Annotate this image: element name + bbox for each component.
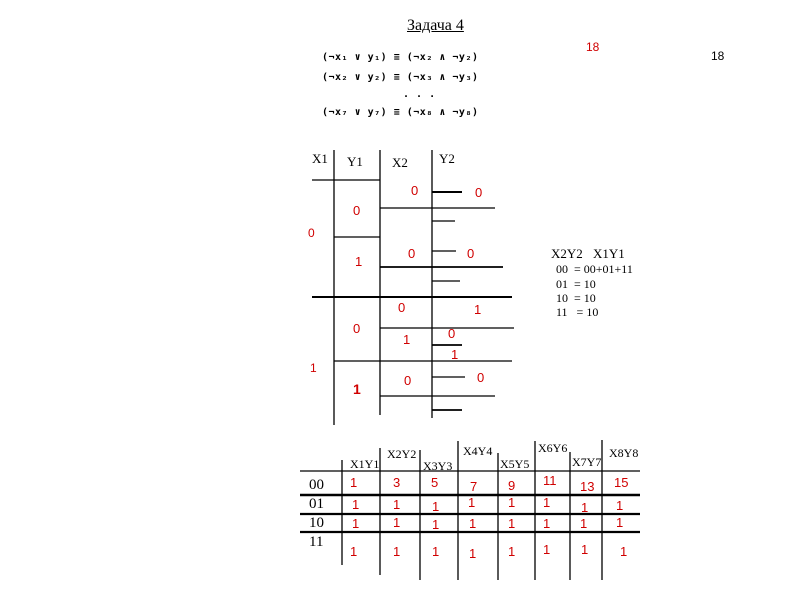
mapping-header-right: X1Y1	[593, 246, 625, 261]
table-col-header: X2Y2	[387, 447, 417, 461]
tree-x2-value: 0	[404, 373, 412, 388]
tree-x2-value: 0	[408, 246, 416, 261]
table-cell: 1	[469, 546, 477, 561]
mapping-header-left: X2Y2	[551, 246, 583, 261]
equation-2: (¬x₂ ∨ y₂) ≡ (¬x₃ ∧ ¬y₃)	[322, 72, 479, 83]
table-cell: 1	[432, 517, 440, 532]
table-cell: 1	[393, 544, 401, 559]
table-cell: 1	[432, 544, 440, 559]
table-cell: 1	[350, 544, 358, 559]
table-col-header: X7Y7	[572, 455, 602, 469]
tree-x2-value: 0	[398, 300, 406, 315]
equation-last: (¬x₇ ∨ y₇) ≡ (¬x₈ ∧ ¬y₈)	[322, 107, 479, 118]
mapping-row: 11 = 10	[556, 305, 599, 319]
table-cell: 1	[469, 516, 477, 531]
table-row-label: 10	[309, 515, 324, 531]
table-cell: 1	[508, 516, 516, 531]
tree-y1-value: 1	[355, 254, 363, 269]
equation-1: (¬x₁ ∨ y₁) ≡ (¬x₂ ∧ ¬y₂)	[322, 52, 479, 63]
tree-header-y1: Y1	[347, 154, 363, 169]
table-cell: 1	[508, 495, 516, 510]
tree-y2-value: 0	[448, 326, 456, 341]
table-col-header: X3Y3	[423, 459, 453, 473]
mapping-row: 01 = 10	[556, 277, 596, 291]
tree-header-x1: X1	[312, 151, 328, 166]
table-cell: 1	[616, 515, 624, 530]
table-cell: 1	[393, 515, 401, 530]
table-cell: 1	[543, 516, 551, 531]
tree-x2-value: 1	[403, 332, 411, 347]
table-cell: 1	[352, 497, 360, 512]
tree-x1-value: 0	[308, 226, 315, 240]
table-col-header: X1Y1	[350, 457, 380, 471]
tree-y1-value: 0	[353, 203, 361, 218]
tree-y1-value: 0	[353, 321, 361, 336]
table-cell: 1	[350, 475, 358, 490]
table-cell: 1	[543, 542, 551, 557]
table-row-label: 11	[309, 534, 324, 550]
table-cell: 11	[543, 473, 557, 488]
table-cell: 7	[470, 479, 478, 494]
red-note: 18	[586, 40, 600, 54]
tree-x1-value: 1	[310, 361, 317, 375]
table-cell: 1	[468, 495, 476, 510]
tree-x2-value: 0	[411, 183, 419, 198]
table-cell: 1	[393, 497, 401, 512]
table-col-header: X4Y4	[463, 444, 493, 458]
table-cell: 1	[620, 544, 628, 559]
table-cell: 9	[508, 478, 516, 493]
table-cell: 1	[432, 499, 440, 514]
table-row-label: 00	[309, 477, 324, 493]
tree-y2-value: 0	[477, 370, 485, 385]
table-cell: 1	[616, 498, 624, 513]
table-col-header: X5Y5	[500, 457, 530, 471]
table-cell: 1	[581, 542, 589, 557]
mapping-row: 10 = 10	[556, 291, 596, 305]
table-cell: 1	[581, 500, 589, 515]
table-cell: 5	[431, 475, 439, 490]
table-cell: 1	[352, 516, 360, 531]
tree-y2-value: 1	[474, 302, 482, 317]
mapping-row: 00 = 00+01+11	[556, 262, 633, 276]
table-cell: 13	[580, 479, 595, 494]
page-title: Задача 4	[407, 17, 464, 34]
table-col-header: X8Y8	[609, 446, 639, 460]
tree-header-x2: X2	[392, 155, 408, 170]
table-cell: 15	[614, 475, 629, 490]
table-cell: 1	[580, 516, 588, 531]
tree-y2-value: 0	[475, 185, 483, 200]
tree-y2-value: 1	[451, 347, 459, 362]
table-cell: 1	[508, 544, 516, 559]
tree-y2-value: 0	[467, 246, 475, 261]
page-number: 18	[711, 49, 725, 63]
table-col-header: X6Y6	[538, 441, 568, 455]
table-row-label: 01	[309, 496, 324, 512]
tree-header-y2: Y2	[439, 151, 455, 166]
table-cell: 3	[393, 475, 401, 490]
tree-y1-value: 1	[353, 381, 361, 397]
equation-ellipsis: . . .	[403, 89, 436, 100]
table-cell: 1	[543, 495, 551, 510]
